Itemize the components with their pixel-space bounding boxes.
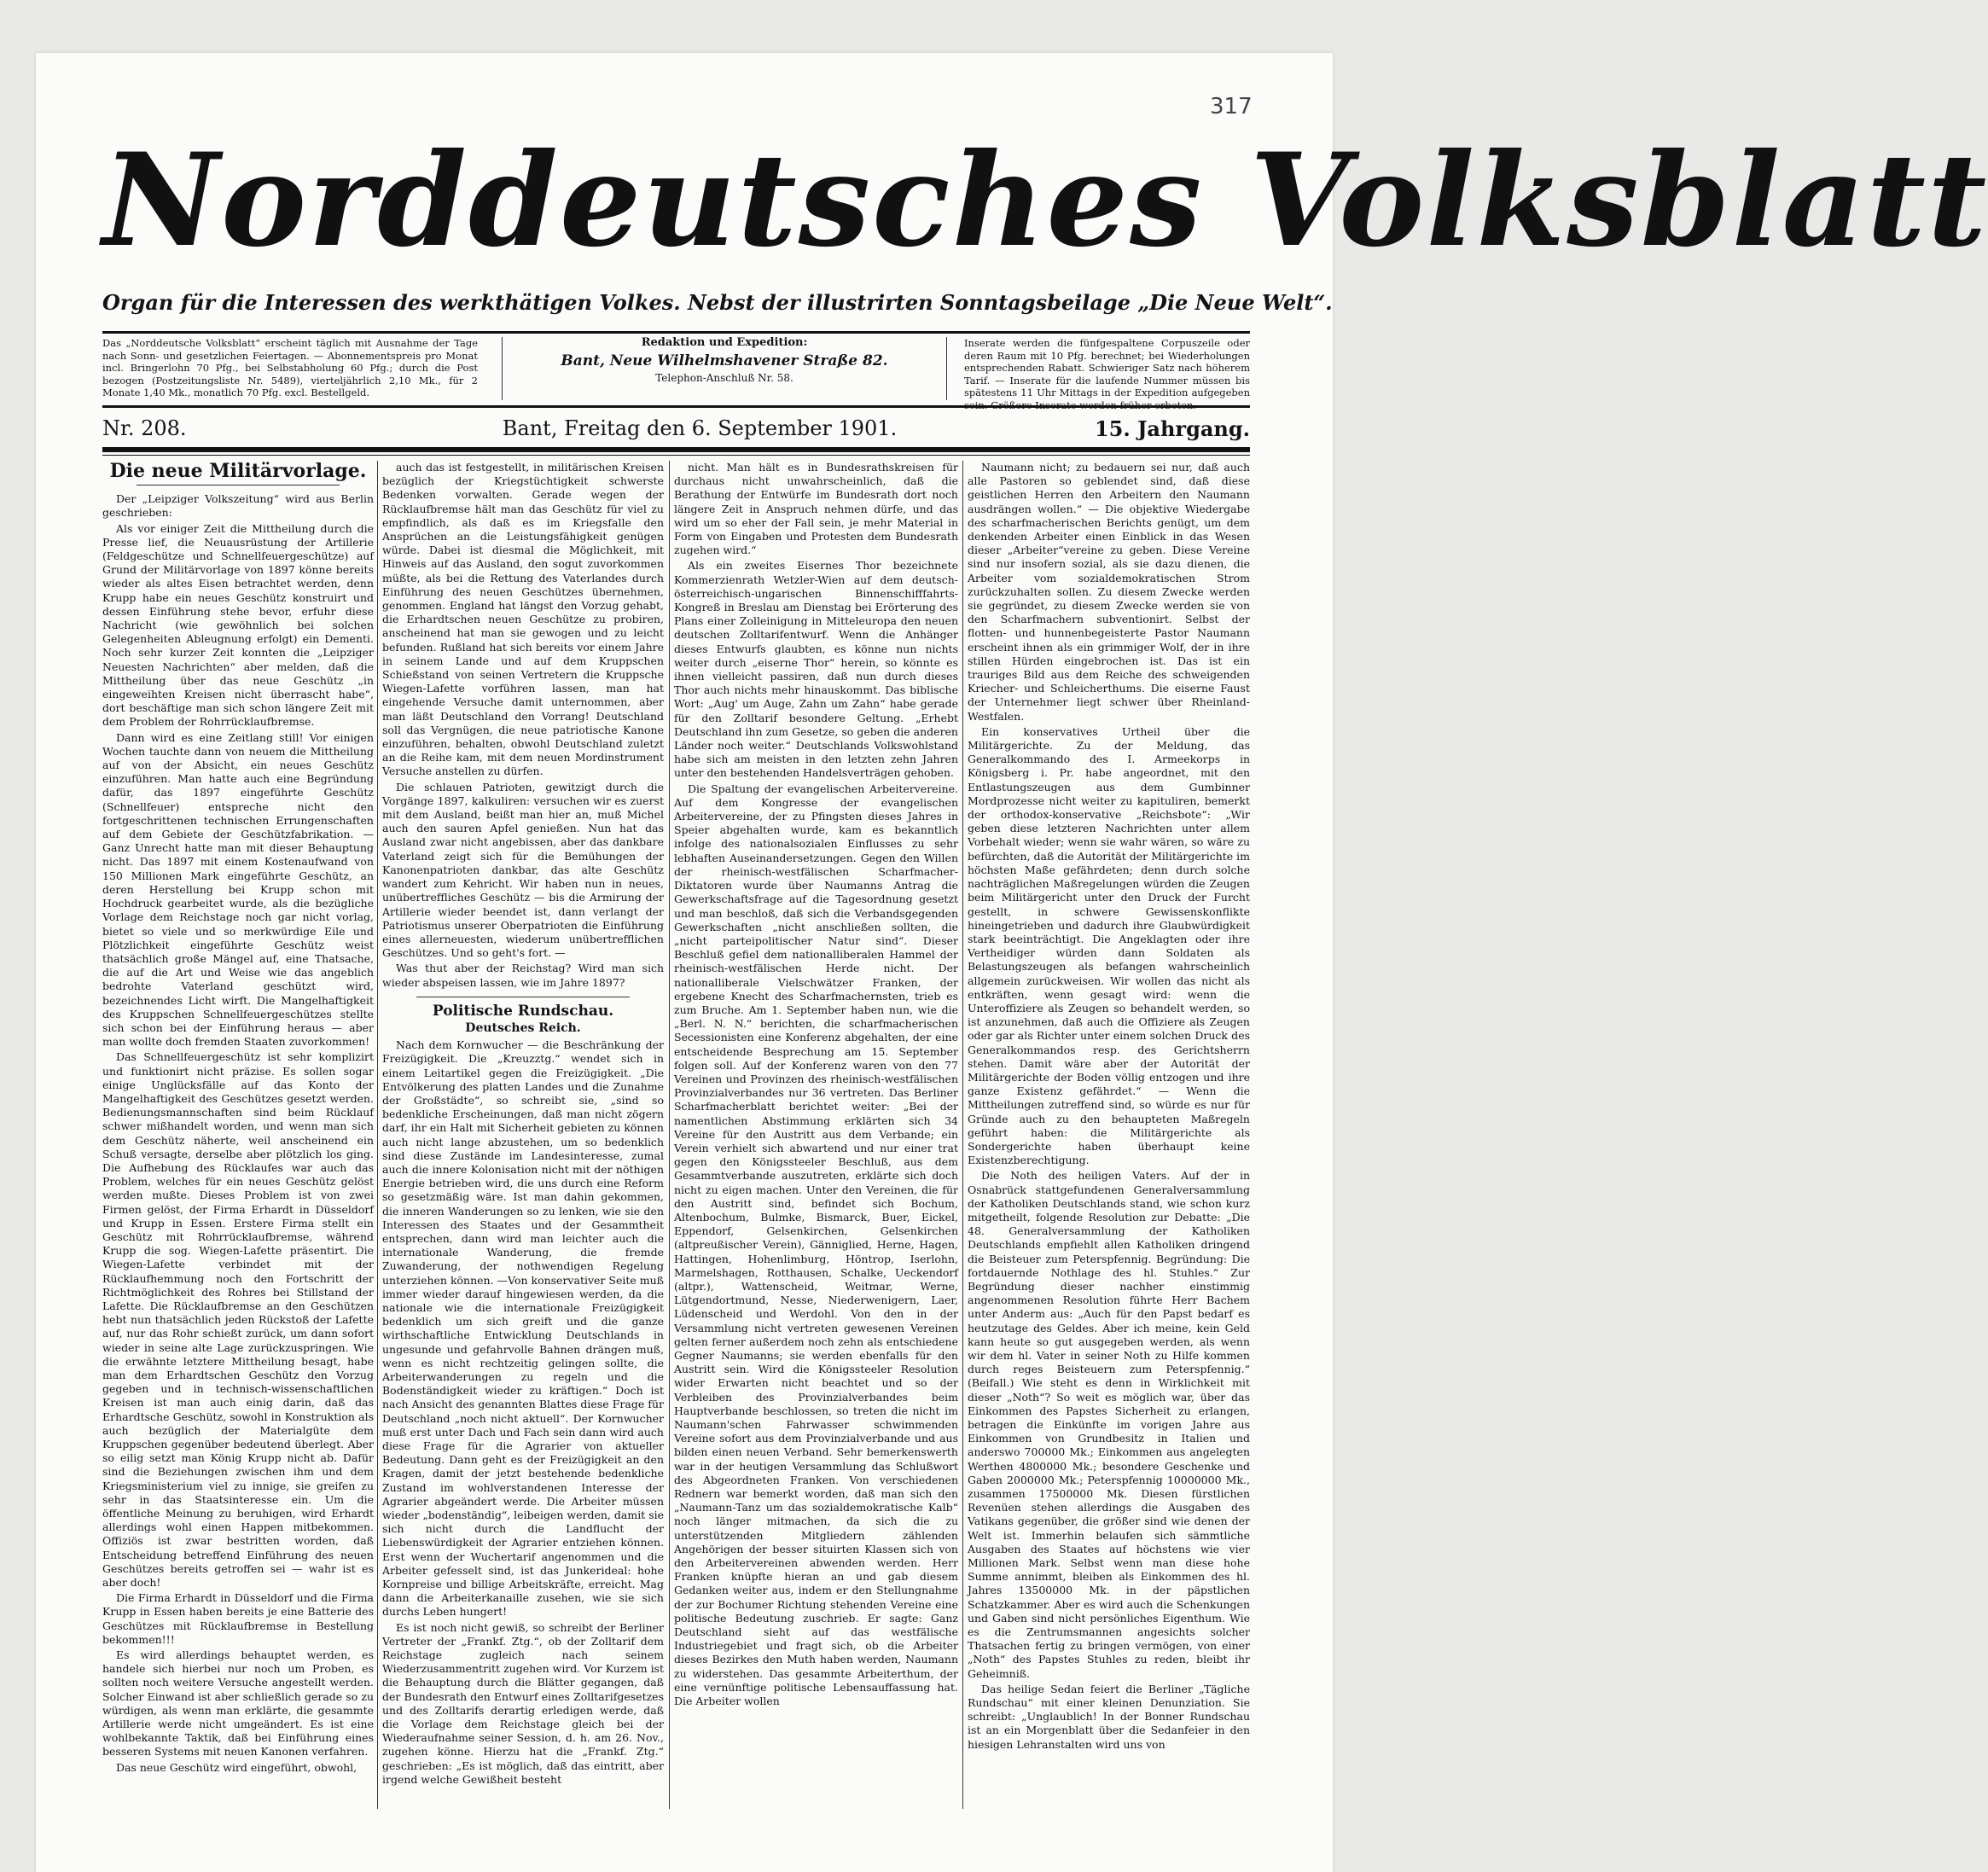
article-title: Die neue Militärvorlage. <box>109 460 367 482</box>
column-divider <box>669 461 670 1809</box>
paragraph: Die Noth des heiligen Vaters. Auf der in Osnabrück stattgefundenen Generalversammlung der Katholiken Deutschlands stand, wie schon kurz mitgetheilt, folgende Resolution zur Debatte: „Die 48. Generalversammlung der Katholiken Deutschlands empfiehlt allen Katholiken dringend die Beisteuer zum Peterspfennig. Begründung: Die fortdauernde Nothlage des hl. Stuhles.“ Zur Begründung dieser nachher einstimmig angenommenen Resolution führte Herr Bachem unter Anderm aus: „Auch für den Papst bedarf es heutzutage des Geldes. Aber ich meine, kein Geld kann heute so gut ausgegeben werden, als wenn wir dem hl. Vater in seiner Noth zu Hilfe kommen durch reges Beisteuern zum Peterspfennig.“ (Beifall.) Wie steht es denn in Wirklichkeit mit dieser „Noth“? So weit es möglich war, über das Einkommen des Papstes Sicherheit zu erlangen, betragen die Einkünfte im vorigen Jahre aus Einkommen von Grundbesitz in Italien und anderswo 700000 Mk.; Einkommen aus angelegten Werthen 4800000 Mk.; besondere Geschenke und Gaben 2000000 Mk.; Peterspfennig 10000000 Mk., zusammen 17500000 Mk. Diesen fürstlichen Revenüen stehen allerdings die Ausgaben des Vatikans gegenüber, die größer sind wie denen der Welt ist. Immerhin belaufen sich sämmtliche Ausgaben des Staates auf höchstens wie vier Millionen Mark. Selbst wenn man diese hohe Summe annimmt, bleiben als Einkommen des hl. Jahres 13500000 Mk. in der päpstlichen Schatzkammer. Aber es wird auch die Schenkungen und Gaben sind nicht persönliches Eigenthum. Wie es die Zentrumsmannen angesichts solcher Thatsachen fertig zu bringen vermögen, von einer „Noth“ des Papstes Stuhles zu reden, bleibt ihr Geheimniß. <box>968 1169 1250 1680</box>
paragraph: Dann wird es eine Zeitlang still! Vor einigen Wochen tauchte dann von neuem die Mittheilung auf von der Absicht, ein neues Geschütz einzuführen. Man hatte auch eine Begründung dafür, das 1897 eingeführte Geschütz (Schnellfeuer) entspreche nicht den fortgeschrittenen technischen Errungenschaften auf dem Gebiete der Geschützfabrikation. — Ganz Unrecht hatte man mit dieser Behauptung nicht. Das 1897 mit einem Kostenaufwand von 150 Millionen Mark eingeführte Geschütz, an deren Herstellung bei Krupp schon mit Hochdruck gearbeitet wurde, als die bezügliche Vorlage dem Reichstage noch gar nicht vorlag, bietet so viele und so merkwürdige Eile und Plötzlichkeit eingeführte Geschütz weist thatsächlich große Mängel auf, eine Thatsache, die auf die Art und Weise wie das angeblich bedrohte Vaterland geschützt wird, bezeichnendes Licht wirft. Die Mangelhaftigkeit des Kruppschen Schnellfeuergeschützes stellte sich schon bei der Einführung heraus — aber man wollte doch fremden Staaten zuvorkommen! <box>102 730 374 1049</box>
paragraph: Was thut aber der Reichstag? Wird man sich wieder abspeisen lassen, wie im Jahre 1897? <box>382 962 664 989</box>
column-1 <box>102 461 374 1809</box>
advertising-info: Inserate werden die fünfgespaltene Corpuszeile oder deren Raum mit 10 Pfg. berechnet; bei Wiederholungen entsprechenden Rabatt. Schwieriger Satz nach höherem Tarif. — Inserate für die laufende Nummer müssen bis spätestens 11 Uhr Mittags in der Expedition aufgegeben sein. Größere Inserate werden früher erbeten. <box>964 337 1250 411</box>
paragraph: Die Spaltung der evangelischen Arbeitervereine. Auf dem Kongresse der evangelischen Arbeitervereine, der zu Pfingsten dieses Jahres in Speier abgehalten wurde, kam es bekanntlich infolge des nationalsozialen Einflusses zu sehr lebhaften Auseinandersetzungen. Gegen den Willen der rheinisch-westfälischen Scharfmacher-Diktatoren wurde über Naumanns Antrag die Gewerkschaftsfrage auf die Tagesordnung gesetzt und man beschloß, daß sich die Verbandsgegenden Gewerkschaften „nicht anschließen sollten, die „nicht parteipolitischer Natur sind“. Dieser Beschluß gefiel dem nationalliberalen Hammel der rheinisch-westfälischen Herde nicht. Der nationalliberale Vielschwätzer Franken, der ergebene Knecht des Scharfmachernsten, trieb es zum Bruche. Am 1. September haben nun, wie die „Berl. N. N.“ berichten, die scharfmacherischen Secessionisten eine Konferenz abgehalten, der eine entscheidende Besprechung am 15. September folgen soll. Auf der Konferenz waren von den 77 Vereinen und Provinzen des rheinisch-westfälischen Provinzialverbandes nur 36 vertreten. Das Berliner Scharfmacherblatt berichtet weiter: „Bei der namentlichen Abstimmung erklärten sich 34 Vereine für den Austritt aus dem Verbande; ein Verein verhielt sich abwartend und nur einer trat gegen den Königssteeler Beschluß, aus dem Gesammtverbande auszutreten, erklärte sich doch nicht zu eigen machen. Unter den Vereinen, die für den Austritt sind, befindet sich Bochum, Altenbochum, Bulmke, Bismarck, Buer, Eickel, Eppendorf, Gelsenkirchen, Gelsenkirchen (altpreußischer Verein), Gänniglied, Herne, Hagen, Hattingen, Hohenlimburg, Höntrop, Iserlohn, Marmelshagen, Rotthausen, Schalke, Ueckendorf (altpr.), Wattenscheid, Weitmar, Werne, Lütgendortmund, Nesse, Niederwenigern, Laer, Lüdenscheid und Werdohl. Von den in der Versammlung nicht vertreten gewesenen Vereinen gelten ferner außerdem noch zehn als entschiedene Gegner Naumanns; sie werden ebenfalls für den Austritt sein. Wird die Königssteeler Resolution wider Erwarten nicht beachtet und so der Verbleiben des Provinzialverbandes beim Hauptverbande beschlossen, so treten die nicht im Naumann'schen Fahrwasser schwimmenden Vereine sofort aus dem Provinzialverbande und aus bilden einen neuen Verband. Sehr bemerkenswerth war in der heutigen Versammlung das Schlußwort des Abgeordneten Franken. Von verschiedenen Rednern war bemerkt worden, daß man sich den „Naumann-Tanz um das sozialdemokratische Kalb“ noch länger mitmachen, da sich die zu unterstützenden Mitgliedern zählenden Angehörigen der besser situirten Klassen sich von den Arbeitervereinen abwenden werden. Herr Franken knüpfte hieran an und gab diesem Gedanken weiter aus, indem er den Stellungnahme der zur Bochumer Richtung stehenden Vereine eine politische Bedeutung zuschrieb. Er sagte: Ganz Deutschland sieht auf das westfälische Industriegebiet und fragt sich, ob die Arbeiter dieses Bezirkes den Muth haben werden, Naumann zu widerstehen. Das gesammte Arbeiterthum, der eine vernünftige politische Lebensauffassung hat. Die Arbeiter wollen <box>674 782 958 1708</box>
header-rule-thin <box>102 455 1250 456</box>
info-band <box>102 331 1250 411</box>
issue-line <box>102 413 1250 447</box>
masthead-subtitle: Organ für die Interessen des werkthätigen Volkes. Nebst der illustrirten Sonntagsbeilage „Die Neue Welt“. <box>102 290 1333 315</box>
paragraph: nicht. Man hält es in Bundesrathskreisen für durchaus nicht unwahrscheinlich, daß die Berathung der Entwürfe im Bundesrath dort noch längere Zeit in Anspruch nehmen dürfe, und das wird um so eher der Fall sein, je mehr Material in Form von Eingaben und Protesten dem Bundesrath zugehen wird.“ <box>674 461 958 557</box>
header-rule <box>102 447 1250 452</box>
paragraph: Die schlauen Patrioten, gewitzigt durch die Vorgänge 1897, kalkuliren: versuchen wir es zuerst mit dem Ausland, beißt man hier an, muß Michel auch den sauren Apfel genießen. Nun hat das Ausland zwar nicht angebissen, aber das dankbare Vaterland zeigt sich für die Bemühungen der Kanonenpatrioten dankbar, das alte Geschütz wandert zum Kehricht. Wir haben nun in neues, unübertreffliches Geschütz — bis die Armirung der Artillerie wieder beendet ist, dann verlangt der Patriotismus unserer Oberpatrioten die Einführung eines allerneuesten, wiederum unübertrefflichen Geschützes. Und so geht's fort. — <box>382 780 664 960</box>
paragraph: Als ein zweites Eisernes Thor bezeichnete Kommerzienrath Wetzler-Wien auf dem deutsch-österreichisch-ungarischen Binnenschifffahrts-Kongreß in Breslau am Dienstag bei Erörterung des Plans einer Zolleinigung in Mitteleuropa den neuen deutschen Zolltarifentwurf. Wenn die Anhänger dieses Entwurfs glaubten, es könne nun nichts weiter durch „eiserne Thor“ herein, so könnte es ihnen vielleicht passiren, daß nun durch dieses Thor auch nichts mehr hinauskommt. Das biblische Wort: „Aug' um Auge, Zahn um Zahn“ habe gerade für den Zolltarif besondere Geltung. „Erhebt Deutschland ihn zum Gesetze, so geben die anderen Länder noch weiter.“ Deutschlands Volkswohlstand habe sich am meisten in den letzten zehn Jahren unter den bestehenden Handelsverträgen gehoben. <box>674 559 958 780</box>
column-3-body <box>674 461 958 1708</box>
section-title: Politische Rundschau. <box>432 1002 614 1020</box>
masthead-title: Norddeutsches Volksblatt <box>102 125 1988 276</box>
column-2-body <box>382 461 664 990</box>
subscription-info: Das „Norddeutsche Volksblatt“ erscheint täglich mit Ausnahme der Tage nach Sonn- und gesetzlichen Feiertagen. — Abonnementspreis pro Monat incl. Bringerlohn 70 Pfg., bei Selbstabholung 60 Pfg.; durch die Post bezogen (Postzeitungsliste Nr. 5489), vierteljährlich 2,10 Mk., für 2 Monate 1,40 Mk., monatlich 70 Pfg. excl. Bestellgeld. <box>102 337 478 398</box>
column-2 <box>382 461 664 1809</box>
column-divider <box>377 461 378 1809</box>
paragraph: Nach dem Kornwucher — die Beschränkung der Freizügigkeit. Die „Kreuzztg.“ wendet sich in einem Leitartikel gegen die Freizügigkeit. „Die Entvölkerung des platten Landes und die Zunahme der Großstädte“, so schreibt sie, „sind so bedenkliche Erscheinungen, daß man nicht zögern darf, ihr ein Halt mit Sicherheit gebieten zu können auch nicht lange abzustehen, um so bedenklich sind diese Zustände im Landesinteresse, zumal auch die innere Kolonisation nicht mit der nöthigen Energie betrieben wird, die uns durch eine Reform so gesetzmäßig wäre. Ist man dahin gekommen, die inneren Wanderungen so zu lenken, wie sie den Interessen des Staates und der Gesammtheit entsprechen, dann wird man leichter auch die internationale Wanderung, die fremde Zuwanderung, der nothwendigen Regelung unterziehen können. —Von konservativer Seite muß immer wieder darauf hingewiesen werden, da die nationale wie die internationale Freizügigkeit bedenklich um sich greift und die ganze wirthschaftliche Entwicklung Deutschlands in ungesunde und gefahrvolle Bahnen drängen muß, wenn es nicht rechtzeitig gelingen sollte, die Arbeiterwanderungen zu regeln und die Bodenständigkeit wieder zu kräftigen.“ Doch ist nach Ansicht des genannten Blattes diese Frage für Deutschland „noch nicht aktuell“. Der Kornwucher muß erst unter Dach und Fach sein dann wird auch diese Frage für die Agrarier von aktueller Bedeutung. Dann geht es der Freizügigkeit an den Kragen, damit der jetzt bestehende bedenkliche Zustand im wohlverstandenen Interesse der Agrarier abgeändert werde. Die Arbeiter müssen wieder „bodenständig“, leibeigen werden, damit sie sich nicht durch die Landflucht der Liebenswürdigkeit der Agrarier entziehen können. Erst wenn der Wuchertarif angenommen und die Arbeiter gefesselt sind, ist das Junkerideal: hohe Kornpreise und billige Arbeitskräfte, erreicht. Mag dann die Arbeiterkanaille zusehen, wie sie sich durchs Leben hungert! <box>382 1038 664 1619</box>
paragraph: Es ist noch nicht gewiß, so schreibt der Berliner Vertreter der „Frankf. Ztg.“, ob der Zolltarif dem Reichstage zugleich nach seinem Wiederzusammentritt zugehen wird. Vor Kurzem ist die Behauptung durch die Blätter gegangen, daß der Bundesrath den Entwurf eines Zolltarifgesetzes und des Zolltarifs derartig erledigen werde, daß die Vorlage dem Reichstage gleich bei der Wiederaufnahme seiner Session, d. h. am 26. Nov., zugehen könne. Hierzu hat die „Frankf. Ztg.“ geschrieben: „Es ist möglich, daß das eintritt, aber irgend welche Gewißheit besteht <box>382 1620 664 1786</box>
column-4-body <box>968 461 1250 1752</box>
paragraph: Die Firma Erhardt in Düsseldorf und die Firma Krupp in Essen haben bereits je eine Batterie des Geschützes mit Rücklaufbremse in Bestellung bekommen!!! <box>102 1591 374 1646</box>
paragraph: Das Schnellfeuergeschütz ist sehr komplizirt und funktionirt nicht präzise. Es sollen sogar einige Unglücksfälle auf das Konto der Mangelhaftigkeit des Geschützes gesetzt werden. Bedienungsmannschaften sind beim Rücklauf schwer mißhandelt worden, und wenn man sich dem Geschütz näherte, weil anscheinend ein Schuß versagte, derselbe aber plötzlich los ging. Die Aufhebung des Rücklaufes war auch das Problem, welches für ein neues Geschütz gelöst werden mußte. Dieses Problem ist von zwei Firmen gelöst, der Firma Erhardt in Düsseldorf und Krupp in Essen. Erstere Firma stellt ein Geschütz mit Rohrrücklaufbremse, während Krupp die sog. Wiegen-Lafette präsentirt. Die Wiegen-Lafette verbindet mit der Rücklaufhemmung noch den Fortschritt der Richtmöglichkeit des Rohres bei Stillstand der Lafette. Die Rücklaufbremse an den Geschützen hebt nun thatsächlich jeden Rückstoß der Lafette auf, nur das Rohr schießt zurück, um dann sofort wieder in seine alte Lage zurückzuspringen. Wie die erwähnte letztere Mittheilung besagt, habe man dem Erhardtschen Geschütz den Vorzug gegeben und in technisch-wissenschaftlichen Kreisen ist man auch einig darin, daß das Erhardtsche Geschütz, sowohl in Konstruktion als auch bezüglich der Materialgüte dem Kruppschen gegenüber bedeutend überlegt. Aber so eilig setzt man König Krupp nicht ab. Dafür sind die Beziehungen zwischen ihm und dem Kriegsministerium viel zu innige, sie greifen zu sehr in das Staatsinteresse ein. Um die öffentliche Meinung zu beruhigen, wird Erhardt allerdings wohl einen Happen mitbekommen. Offiziös ist zwar bestritten worden, daß Entscheidung betreffend Einführung des neuen Geschützes bereits getroffen sei — wahr ist es aber doch! <box>102 1050 374 1590</box>
paragraph: auch das ist festgestellt, in militärischen Kreisen bezüglich der Kriegstüchtigkeit schwerste Bedenken vorwalten. Gerade wegen der Rücklaufbremse hält man das Geschütz für viel zu empfindlich, als daß es im Kriegsfalle den Ansprüchen an die Leistungsfähigkeit genügen würde. Dabei ist diesmal die Möglichkeit, mit Hinweis auf das Ausland, den sogut zuvorkommen müßte, als bei die Rettung des Vaterlandes durch Einführung des neuen Geschützes übernehmen, genommen. England hat längst den Vorzug gehabt, die Erhardtschen neuen Geschütze zu probiren, anscheinend hat man sie gewogen und zu leicht befunden. Rußland hat sich bereits vor einem Jahre in seinem Lande und auf dem Kruppschen Schießstand von seinen Vertretern die Kruppsche Wiegen-Lafette vorführen lassen, man hat eingehende Versuche damit unternommen, aber man läßt Deutschland den Vorrang! Deutschland soll das Vergnügen, die neue patriotische Kanone einzuführen, behalten, obwohl Deutschland zuletzt an die Reihe kam, mit dem neuen Mordinstrument Versuche anstellen zu dürfen. <box>382 461 664 778</box>
column-3 <box>674 461 958 1809</box>
column-1-body <box>102 492 374 1775</box>
column-2-body-2 <box>382 1038 664 1787</box>
issue-number: Nr. 208. <box>102 416 187 440</box>
editorial-address-title: Redaktion und Expedition: <box>641 336 808 349</box>
column-divider <box>962 461 963 1809</box>
paragraph: Ein konservatives Urtheil über die Militärgerichte. Zu der Meldung, das Generalkommando des I. Armeekorps in Königsberg i. Pr. habe angeordnet, mit den Entlastungszeugen aus dem Gumbinner Mordprozesse nicht weiter zu kapituliren, bemerkt der orthodox-konservative „Reichsbote“: „Wir geben diese letzteren Nachrichten unter allem Vorbehalt wieder; wenn sie wahr wären, so wäre zu befürchten, daß die Autorität der Militärgerichte im höchsten Maße gefährdeten; denn durch solche nachträglichen Maßregelungen würden die Zeugen beim Militärgericht unter den Druck der Furcht gestellt, in schwere Gewissenskonflikte hineingetrieben und dadurch ihre Glaubwürdigkeit stark beeinträchtigt. Die Angeklagten oder ihre Vertheidiger würden dann Soldaten als Belastungszeugen als befangen wahrscheinlich allgemein zurückweisen. Wir wollen das nicht als entkräften, wenn gesagt wird: wenn die Unteroffiziere als Zeugen so behandelt werden, so ist anzunehmen, daß auch die Offiziere als Zeugen oder gar als Richter unter einem solchen Druck des Generalkommandos resp. des Gerichtsherrn stehen. Damit wäre aber der Autorität der Militärgerichte der Boden völlig entzogen und ihre ganze Existenz gefährdet.“ — Wenn die Mittheilungen zutreffend sind, so würde es nur für Gründe auch zu den behaupteten Maßregeln geführt haben: die Militärgerichte als Sondergerichte haben überhaupt keine Existenzberechtigung. <box>968 724 1250 1167</box>
paragraph: Naumann nicht; zu bedauern sei nur, daß auch alle Pastoren so geblendet sind, daß diese geistlichen Herren den Arbeitern den Naumann ausdrängen wollen.“ — Die objektive Wiedergabe des scharfmacherischen Berichts genügt, um dem denkenden Arbeiter einen Einblick in das Wesen dieser „Arbeiter“vereine zu geben. Diese Vereine sind nur insofern sozial, als sie dazu dienen, die Arbeiter vom sozialdemokratischen Strom zurückzuhalten sollen. Zu diesem Zwecke werden sie gegründet, zu diesem Zwecke werden sie von den Scharfmachern subventionirt. Selbst der flotten- und hunnenbegeisterte Pastor Naumann erscheint ihnen als ein grimmiger Wolf, der in ihre stillen Hürden eingebrochen ist. Das ist ein trauriges Bild aus dem Reiche des schweigenden Kriecher- und Schleicherthums. Die eiserne Faust der Unternehmer liegt schwer über Rheinland-Westfalen. <box>968 461 1250 723</box>
page-number: 317 <box>1210 94 1253 119</box>
editorial-address-street: Bant, Neue Wilhelmshavener Straße 82. <box>561 352 888 369</box>
paragraph: Der „Leipziger Volkszeitung“ wird aus Berlin geschrieben: <box>102 492 374 520</box>
issue-date: Bant, Freitag den 6. September 1901. <box>502 416 898 440</box>
editorial-address-phone: Telephon-Anschluß Nr. 58. <box>655 372 793 384</box>
paragraph: Das heilige Sedan feiert die Berliner „Tägliche Rundschau“ mit einer kleinen Denunziation. Sie schreibt: „Unglaublich! In der Bonner Rundschau ist an ein Morgenblatt über die Sedanfeier in den hiesigen Lehranstalten wird uns von <box>968 1682 1250 1751</box>
paragraph: Als vor einiger Zeit die Mittheilung durch die Presse lief, die Neuausrüstung der Artillerie (Feldgeschütze und Schnellfeuergeschütze) auf Grund der Militärvorlage von 1897 könne bereits wieder als altes Eisen betrachtet werden, denn Krupp habe ein neues Geschütz konstruirt und dessen Einführung stehe bevor, erfuhr diese Nachricht (wie gewöhnlich bei solchen Gelegenheiten Ableugnung erfolgt) ein Dementi. Noch sehr kurzer Zeit konnten die „Leipziger Neuesten Nachrichten“ aber melden, daß die Mittheilung über das neue Geschütz „in eingeweihten Kreisen nicht überrascht habe“, dort beschäftige man sich schon längere Zeit mit dem Problem der Rohrrücklaufbremse. <box>102 521 374 729</box>
paragraph: Das neue Geschütz wird eingeführt, obwohl, <box>116 1760 357 1774</box>
paragraph: Es wird allerdings behauptet werden, es handele sich hierbei nur noch um Proben, es sollten noch weitere Versuche angestellt werden. Solcher Einwand ist aber schließlich gerade so zu würdigen, als wenn man erklärte, die gesammte Artillerie werde nicht umgeändert. Es ist eine wohlbekannte Taktik, daß bei Einführung eines besseren Systems mit neuen Kanonen verfahren. <box>102 1648 374 1759</box>
issue-year: 15. Jahrgang. <box>1094 416 1250 441</box>
column-4 <box>968 461 1250 1809</box>
subsection-title: Deutsches Reich. <box>465 1020 581 1035</box>
editorial-address <box>502 337 947 400</box>
